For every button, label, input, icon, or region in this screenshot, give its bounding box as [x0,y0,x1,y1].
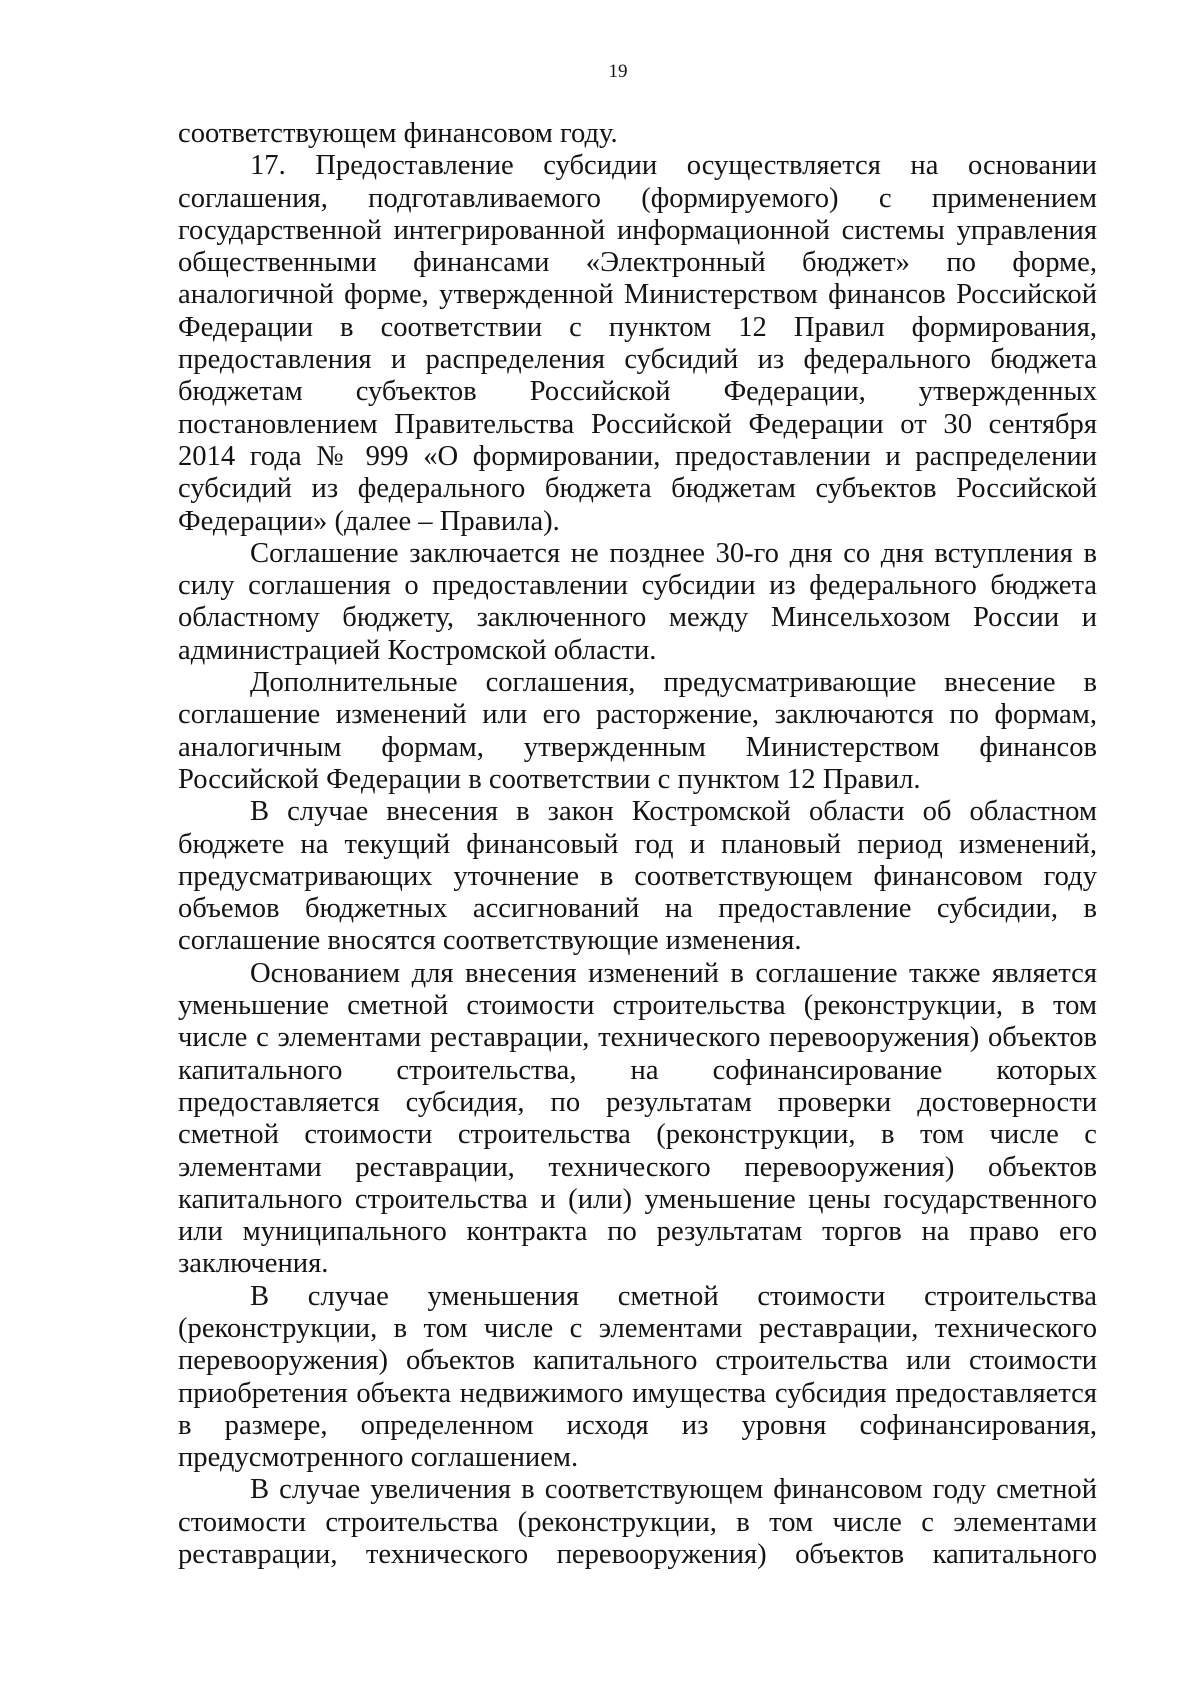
text-line: заключения. [178,1248,329,1280]
text-line: или муниципального контракта по результатам торгов на право его [178,1216,1097,1248]
text-line: В случае увеличения в соответствующем финансовом году сметной [250,1474,1097,1506]
text-line: элементами реставрации, технического перевооружения) объектов [178,1151,1097,1183]
text-line: соглашение изменений или его расторжение, заключаются по формам, [178,699,1097,731]
paragraph [178,1474,1097,1571]
text-line: реставрации, технического перевооружения) объектов капитального [178,1539,1097,1571]
text-line: капитального строительства, на софинансирование которых [178,1054,1097,1086]
text-line: администрацией Костромской области. [178,634,657,666]
text-line: капитального строительства и (или) уменьшение цены государственного [178,1183,1097,1215]
text-line: государственной интегрированной информационной системы управления [178,214,1097,246]
text-line: перевооружения) объектов капитального строительства или стоимости [178,1345,1097,1377]
text-line: общественными финансами «Электронный бюджет» по форме, [178,247,1097,279]
text-line: соответствующем финансовом году. [178,118,618,149]
text-line: аналогичной форме, утвержденной Министерством финансов Российской [178,279,1097,311]
paragraph [178,667,1097,796]
text-line: соглашения, подготавливаемого (формируемого) с применением [178,182,1097,214]
paragraph [178,150,1097,538]
text-line: стоимости строительства (реконструкции, в том числе с элементами [178,1506,1097,1538]
text-line: 2014 года № 999 «О формировании, предоставлении и распределении [178,440,1097,472]
page-number: 19 [608,61,628,82]
text-line: 17. Предоставление субсидии осуществляется на основании [250,150,1097,182]
paragraph [178,796,1097,957]
text-line: Российской Федерации в соответствии с пунктом 12 Правил. [178,763,921,795]
text-line: Дополнительные соглашения, предусматривающие внесение в [250,667,1097,699]
text-line: силу соглашения о предоставлении субсидии из федерального бюджета [178,570,1097,602]
paragraph [178,1281,1097,1475]
text-line: соглашение вносятся соответствующие изменения. [178,925,802,957]
text-line: Основанием для внесения изменений в соглашение также является [250,957,1097,989]
text-line: аналогичным формам, утвержденным Министерством финансов [178,731,1097,763]
text-line: бюджетам субъектов Российской Федерации, утвержденных [178,376,1097,408]
text-line: предусмотренного соглашением. [178,1442,579,1474]
document-body [178,118,1097,1571]
text-line: в размере, определенном исходя из уровня софинансирования, [178,1409,1097,1441]
text-line: сметной стоимости строительства (реконструкции, в том числе с [178,1119,1097,1151]
text-line: приобретения объекта недвижимого имущества субсидия предоставляется [178,1377,1097,1409]
text-line: субсидий из федерального бюджета бюджетам субъектов Российской [178,473,1097,505]
text-line: постановлением Правительства Российской Федерации от 30 сентября [178,408,1097,440]
text-line: предоставления и распределения субсидий из федерального бюджета [178,344,1097,376]
text-line: числе с элементами реставрации, технического перевооружения) объектов [178,1022,1097,1054]
text-line: В случае уменьшения сметной стоимости строительства [250,1280,1097,1312]
text-line: (реконструкции, в том числе с элементами реставрации, технического [178,1312,1097,1344]
text-line: Федерации в соответствии с пунктом 12 Правил формирования, [178,311,1097,343]
paragraph [178,118,1097,150]
text-line: Федерации» (далее – Правила). [178,505,560,537]
text-line: уменьшение сметной стоимости строительства (реконструкции, в том [178,990,1097,1022]
text-line: областному бюджету, заключенного между Минсельхозом России и [178,602,1097,634]
paragraph [178,958,1097,1281]
text-line: бюджете на текущий финансовый год и плановый период изменений, [178,828,1097,860]
text-line: предоставляется субсидия, по результатам проверки достоверности [178,1086,1097,1118]
text-line: объемов бюджетных ассигнований на предоставление субсидии, в [178,893,1097,925]
text-line: Соглашение заключается не позднее 30-го дня со дня вступления в [250,537,1097,569]
text-line: предусматривающих уточнение в соответствующем финансовом году [178,860,1097,892]
paragraph [178,538,1097,667]
text-line: В случае внесения в закон Костромской области об областном [250,796,1097,828]
